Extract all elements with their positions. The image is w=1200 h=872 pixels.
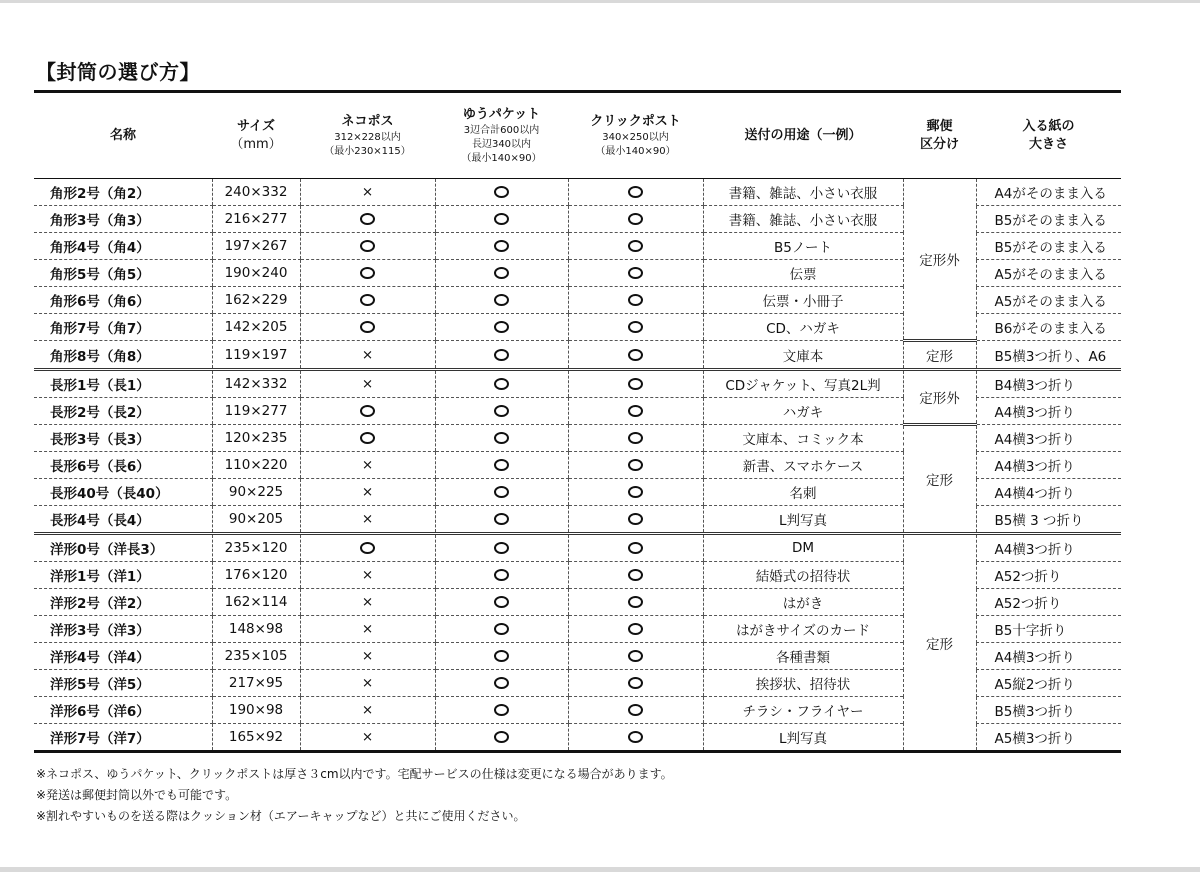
header-nekopos <box>300 92 435 179</box>
available-mark <box>360 432 375 444</box>
cell-clickpost <box>568 398 703 425</box>
cell-size: 197×267 <box>212 233 300 260</box>
cell-yupacket <box>435 370 568 398</box>
table-header-row <box>34 92 1121 179</box>
cell-usage: CD、ハガキ <box>703 314 903 341</box>
available-mark <box>628 378 643 390</box>
cell-clickpost <box>568 425 703 452</box>
cell-size: 142×205 <box>212 314 300 341</box>
cell-paper: A4横3つ折り <box>976 425 1121 452</box>
cell-nekopos: × <box>300 479 435 506</box>
cell-name: 洋形4号（洋4） <box>34 643 212 670</box>
top-border <box>0 0 1200 3</box>
cell-size: 176×120 <box>212 562 300 589</box>
available-mark <box>628 267 643 279</box>
available-mark <box>628 650 643 662</box>
cell-nekopos <box>300 314 435 341</box>
cell-usage: はがきサイズのカード <box>703 616 903 643</box>
cell-yupacket <box>435 314 568 341</box>
cell-yupacket <box>435 724 568 752</box>
available-mark <box>360 405 375 417</box>
cell-clickpost <box>568 479 703 506</box>
available-mark <box>494 294 509 306</box>
cell-yupacket <box>435 260 568 287</box>
cell-size: 235×120 <box>212 534 300 562</box>
header-size-label: サイズ <box>237 118 275 134</box>
available-mark <box>628 704 643 716</box>
bottom-border <box>0 867 1200 872</box>
available-mark <box>628 321 643 333</box>
cell-clickpost <box>568 589 703 616</box>
available-mark <box>628 349 643 361</box>
cell-clickpost <box>568 697 703 724</box>
cell-paper: B5横3つ折り、A6 <box>976 341 1121 370</box>
cell-yupacket <box>435 589 568 616</box>
cell-yupacket <box>435 398 568 425</box>
cell-paper: A52つ折り <box>976 562 1121 589</box>
cell-name: 洋形5号（洋5） <box>34 670 212 697</box>
available-mark <box>628 459 643 471</box>
cell-nekopos: × <box>300 724 435 752</box>
cell-yupacket <box>435 670 568 697</box>
cell-usage: 書籍、雑誌、小さい衣服 <box>703 179 903 206</box>
cell-clickpost <box>568 206 703 233</box>
available-mark <box>628 569 643 581</box>
cell-paper: A4横4つ折り <box>976 479 1121 506</box>
header-postal-line2: 区分け <box>919 136 959 152</box>
cell-name: 洋形2号（洋2） <box>34 589 212 616</box>
cell-size: 217×95 <box>212 670 300 697</box>
cell-size: 110×220 <box>212 452 300 479</box>
cell-usage: 伝票・小冊子 <box>703 287 903 314</box>
cell-nekopos <box>300 260 435 287</box>
header-clickpost-label: クリックポスト <box>590 113 681 129</box>
cell-yupacket <box>435 206 568 233</box>
cell-nekopos <box>300 398 435 425</box>
cell-name: 洋形0号（洋長3） <box>34 534 212 562</box>
cell-usage: L判写真 <box>703 724 903 752</box>
header-nekopos-label: ネコポス <box>341 113 394 129</box>
cell-size: 142×332 <box>212 370 300 398</box>
available-mark <box>494 650 509 662</box>
cell-usage: 名刺 <box>703 479 903 506</box>
cell-size: 148×98 <box>212 616 300 643</box>
cell-clickpost <box>568 260 703 287</box>
cell-usage: 挨拶状、招待状 <box>703 670 903 697</box>
cell-clickpost <box>568 233 703 260</box>
header-size-unit: （mm） <box>230 136 282 152</box>
available-mark <box>628 486 643 498</box>
cell-nekopos: × <box>300 589 435 616</box>
cell-nekopos: × <box>300 341 435 370</box>
cell-yupacket <box>435 179 568 206</box>
cell-size: 240×332 <box>212 179 300 206</box>
available-mark <box>360 294 375 306</box>
cell-paper: B6がそのまま入る <box>976 314 1121 341</box>
cell-nekopos: × <box>300 616 435 643</box>
cell-clickpost <box>568 179 703 206</box>
cell-nekopos: × <box>300 643 435 670</box>
cell-nekopos <box>300 206 435 233</box>
cell-clickpost <box>568 534 703 562</box>
available-mark <box>494 542 509 554</box>
cell-size: 162×114 <box>212 589 300 616</box>
available-mark <box>494 349 509 361</box>
cell-usage: CDジャケット、写真2L判 <box>703 370 903 398</box>
header-paper-line2: 大きさ <box>1028 136 1068 152</box>
available-mark <box>494 486 509 498</box>
cell-paper: B5がそのまま入る <box>976 206 1121 233</box>
cell-size: 120×235 <box>212 425 300 452</box>
cell-usage: 書籍、雑誌、小さい衣服 <box>703 206 903 233</box>
available-mark <box>494 459 509 471</box>
cell-usage: 新書、スマホケース <box>703 452 903 479</box>
available-mark <box>494 731 509 743</box>
header-paper <box>976 92 1121 179</box>
available-mark <box>494 677 509 689</box>
header-yupacket-min: （最小140×90） <box>461 152 542 164</box>
header-paper-line1: 入る紙の <box>1022 118 1075 134</box>
cell-usage: DM <box>703 534 903 562</box>
cell-nekopos <box>300 233 435 260</box>
cell-yupacket <box>435 233 568 260</box>
cell-yupacket <box>435 616 568 643</box>
note-1: ※ネコポス、ゆうパケット、クリックポストは厚さ３cm以内です。宅配サービスの仕様は変更になる場合があります。 <box>36 767 673 781</box>
cell-usage: ハガキ <box>703 398 903 425</box>
available-mark <box>494 623 509 635</box>
cell-size: 216×277 <box>212 206 300 233</box>
cell-clickpost <box>568 341 703 370</box>
cell-clickpost <box>568 287 703 314</box>
available-mark <box>628 731 643 743</box>
cell-paper: A5がそのまま入る <box>976 287 1121 314</box>
cell-size: 90×225 <box>212 479 300 506</box>
cell-name: 角形6号（角6） <box>34 287 212 314</box>
available-mark <box>494 569 509 581</box>
cell-size: 190×240 <box>212 260 300 287</box>
cell-clickpost <box>568 506 703 534</box>
cell-name: 洋形7号（洋7） <box>50 731 150 747</box>
header-usage: 送付の用途（一例） <box>703 92 903 179</box>
cell-name: 洋形6号（洋6） <box>34 697 212 724</box>
cell-usage: 文庫本、コミック本 <box>703 425 903 452</box>
header-size <box>212 92 300 179</box>
cell-name: 長形4号（長4） <box>34 506 212 534</box>
cell-size: 90×205 <box>212 506 300 534</box>
cell-postal-category: 定形外 <box>903 370 976 425</box>
cell-clickpost <box>568 562 703 589</box>
cell-usage: L判写真 <box>703 506 903 534</box>
header-name: 名称 <box>34 92 212 179</box>
cell-clickpost <box>568 643 703 670</box>
available-mark <box>494 267 509 279</box>
cell-paper: B5がそのまま入る <box>976 233 1121 260</box>
available-mark <box>360 321 375 333</box>
available-mark <box>360 240 375 252</box>
cell-name: 角形3号（角3） <box>34 206 212 233</box>
cell-yupacket <box>435 479 568 506</box>
cell-name: 角形7号（角7） <box>34 314 212 341</box>
cell-yupacket <box>435 643 568 670</box>
cell-nekopos: × <box>300 179 435 206</box>
cell-paper: A4がそのまま入る <box>976 179 1121 206</box>
cell-paper: B4横3つ折り <box>976 370 1121 398</box>
header-postal <box>903 92 976 179</box>
cell-yupacket <box>435 287 568 314</box>
header-yupacket-limit: 3辺合計600以内 <box>463 124 540 136</box>
cell-nekopos: × <box>300 370 435 398</box>
available-mark <box>494 213 509 225</box>
available-mark <box>360 542 375 554</box>
cell-paper: A4横3つ折り <box>976 398 1121 425</box>
cell-size: 190×98 <box>212 697 300 724</box>
cell-nekopos: × <box>300 452 435 479</box>
available-mark <box>494 240 509 252</box>
cell-paper: B5横3つ折り <box>976 697 1121 724</box>
cell-nekopos: × <box>300 670 435 697</box>
header-postal-line1: 郵便 <box>926 118 953 134</box>
cell-paper: B5横 3 つ折り <box>976 506 1121 534</box>
cell-paper: A4横3つ折り <box>976 534 1121 562</box>
cell-usage: 各種書類 <box>703 643 903 670</box>
available-mark <box>628 294 643 306</box>
cell-size: 119×277 <box>212 398 300 425</box>
available-mark <box>494 704 509 716</box>
available-mark <box>628 623 643 635</box>
available-mark <box>494 186 509 198</box>
table-row <box>34 534 1121 562</box>
cell-paper: A4横3つ折り <box>976 452 1121 479</box>
notes <box>36 764 673 827</box>
available-mark <box>628 432 643 444</box>
table-row <box>34 370 1121 398</box>
cell-usage: 文庫本 <box>703 341 903 370</box>
cell-clickpost <box>568 616 703 643</box>
available-mark <box>494 321 509 333</box>
table-row <box>34 341 1121 370</box>
cell-clickpost <box>568 452 703 479</box>
available-mark <box>628 677 643 689</box>
cell-size: 165×92 <box>212 724 300 752</box>
available-mark <box>628 596 643 608</box>
cell-usage: B5ノート <box>703 233 903 260</box>
available-mark <box>628 213 643 225</box>
cell-nekopos <box>300 534 435 562</box>
available-mark <box>494 513 509 525</box>
cell-postal-category: 定形 <box>903 341 976 370</box>
header-nekopos-min: （最小230×115） <box>324 145 411 157</box>
header-clickpost-min: （最小140×90） <box>595 145 676 157</box>
available-mark <box>494 405 509 417</box>
cell-clickpost <box>568 314 703 341</box>
cell-name: 洋形1号（洋1） <box>34 562 212 589</box>
cell-name: 洋形3号（洋3） <box>34 616 212 643</box>
cell-paper: A5がそのまま入る <box>976 260 1121 287</box>
available-mark <box>494 432 509 444</box>
cell-name: 長形6号（長6） <box>34 452 212 479</box>
cell-paper: A4横3つ折り <box>976 643 1121 670</box>
available-mark <box>628 405 643 417</box>
cell-name: 長形40号（長40） <box>34 479 212 506</box>
available-mark <box>628 542 643 554</box>
cell-name: 長形3号（長3） <box>34 425 212 452</box>
note-3: ※割れやすいものを送る際はクッション材（エアーキャップなど）と共にご使用ください。 <box>36 809 526 823</box>
cell-yupacket <box>435 697 568 724</box>
header-yupacket <box>435 92 568 179</box>
available-mark <box>494 378 509 390</box>
cell-nekopos: × <box>300 697 435 724</box>
available-mark <box>360 267 375 279</box>
cell-usage: 伝票 <box>703 260 903 287</box>
cell-clickpost <box>568 670 703 697</box>
cell-paper: A52つ折り <box>976 589 1121 616</box>
cell-yupacket <box>435 425 568 452</box>
cell-postal-category: 定形 <box>903 534 976 752</box>
cell-name: 角形2号（角2） <box>34 179 212 206</box>
table-row <box>34 425 1121 452</box>
cell-yupacket <box>435 562 568 589</box>
header-clickpost <box>568 92 703 179</box>
cell-paper: A5横3つ折り <box>976 724 1121 752</box>
cell-usage: チラシ・フライヤー <box>703 697 903 724</box>
cell-yupacket <box>435 341 568 370</box>
cell-yupacket <box>435 452 568 479</box>
cell-name: 角形8号（角8） <box>34 341 212 370</box>
cell-postal-category: 定形 <box>903 425 976 534</box>
header-nekopos-limit: 312×228以内 <box>334 131 401 143</box>
cell-nekopos <box>300 287 435 314</box>
cell-yupacket <box>435 534 568 562</box>
cell-size: 119×197 <box>212 341 300 370</box>
cell-size: 162×229 <box>212 287 300 314</box>
cell-name: 長形2号（長2） <box>34 398 212 425</box>
header-yupacket-long: 長辺340以内 <box>471 138 532 150</box>
cell-nekopos <box>300 425 435 452</box>
page-title: 【封筒の選び方】 <box>36 60 200 84</box>
cell-paper: B5十字折り <box>976 616 1121 643</box>
available-mark <box>628 240 643 252</box>
available-mark <box>360 213 375 225</box>
cell-nekopos: × <box>300 506 435 534</box>
cell-name: 長形1号（長1） <box>34 370 212 398</box>
available-mark <box>628 186 643 198</box>
note-2: ※発送は郵便封筒以外でも可能です。 <box>36 788 238 802</box>
table-row <box>34 179 1121 206</box>
cell-yupacket <box>435 506 568 534</box>
cell-paper: A5縦2つ折り <box>976 670 1121 697</box>
cell-size: 235×105 <box>212 643 300 670</box>
cell-name: 角形5号（角5） <box>34 260 212 287</box>
header-clickpost-limit: 340×250以内 <box>602 131 669 143</box>
header-yupacket-label: ゆうパケット <box>462 106 541 122</box>
envelope-table <box>34 90 1121 753</box>
cell-usage: はがき <box>703 589 903 616</box>
cell-nekopos: × <box>300 562 435 589</box>
available-mark <box>628 513 643 525</box>
cell-name: 角形4号（角4） <box>34 233 212 260</box>
cell-clickpost <box>568 370 703 398</box>
table-body <box>34 179 1121 752</box>
cell-clickpost <box>568 724 703 752</box>
available-mark <box>494 596 509 608</box>
cell-usage: 結婚式の招待状 <box>703 562 903 589</box>
cell-postal-category: 定形外 <box>903 179 976 341</box>
